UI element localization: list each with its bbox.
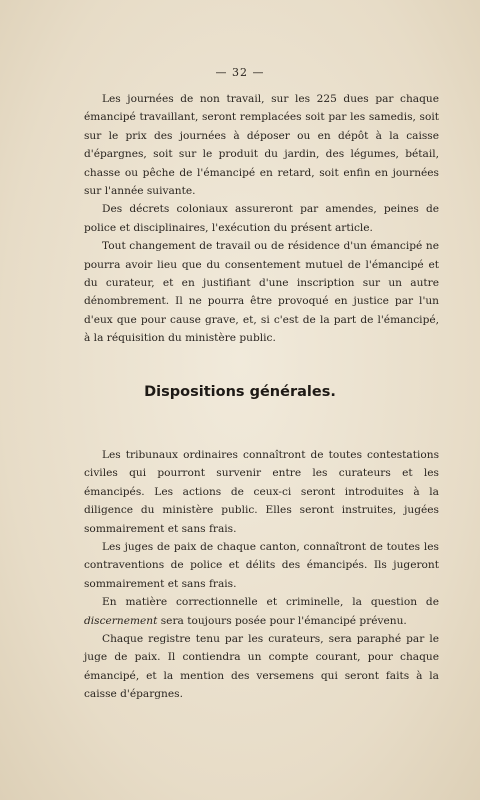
text-block-top	[84, 90, 439, 348]
paragraph: Des décrets coloniaux assureront par amendes, peines de police et disciplinaires, l'exécution du présent article.	[84, 203, 439, 234]
paragraph: Les juges de paix de chaque canton, connaîtront de toutes les contraventions de police et délits des émancipés. Ils jugeront sommairement et sans frais.	[84, 541, 439, 590]
page-number: — 32 —	[215, 66, 265, 79]
paragraph: Chaque registre tenu par les curateurs, sera paraphé par le juge de paix. Il contiendra un compte courant, pour chaque émancipé, et la mention des versemens qui seront faits à la caisse d'épargnes.	[84, 633, 439, 701]
paragraph: Les tribunaux ordinaires connaîtront de toutes contestations civiles qui pourront survenir entre les curateurs et les émancipés. Les actions de ceux-ci seront introduites à la diligence du ministère public. Elles seront instruites, jugées sommairement et sans frais.	[84, 449, 439, 535]
paragraph-text: sera toujours posée pour l'émancipé prévenu.	[157, 614, 407, 627]
text-block-bottom	[84, 446, 439, 704]
paragraph: Les journées de non travail, sur les 225 dues par chaque émancipé travaillant, seront remplacées soit par les samedis, soit sur le prix des journées à déposer ou en dépôt à la caisse d'épargnes, soit sur le produit du jardin, des légumes, bétail, chasse ou pêche de l'émancipé en retard, soit enfin en journées sur l'année suivante.	[84, 93, 439, 198]
paragraph: Tout changement de travail ou de résidence d'un émancipé ne pourra avoir lieu que du consentement mutuel de l'émancipé et du curateur, et en justifiant d'une inscription sur un autre dénombrement. Il ne pourra être provoqué en justice par l'un d'eux que pour cause grave, et, si c'est de la part de l'émancipé, à la réquisition du ministère public.	[84, 240, 439, 345]
section-heading: Dispositions générales.	[144, 384, 336, 400]
paragraph	[84, 593, 439, 630]
italic-term: discernement	[84, 614, 158, 627]
paragraph-text: En matière correctionnelle et criminelle, la question de	[102, 596, 439, 609]
